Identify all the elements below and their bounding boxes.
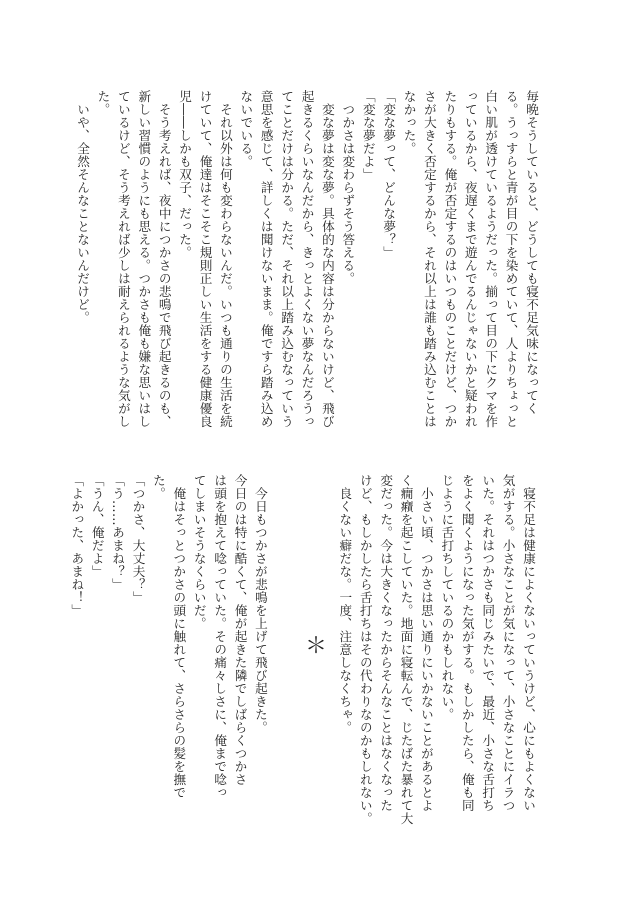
- text-line: 毎晩そうしていると、どうしても寝不足気味になってく: [524, 90, 539, 415]
- text-line: は頭を抱えて唸っていた。その痛々しさに、俺まで唸っ: [212, 474, 228, 799]
- text-line: てことだけは分かる。ただ、それ以上踏み込むなっていう: [279, 90, 295, 428]
- section-break-asterisk: ＊: [305, 634, 328, 659]
- dialogue-line: 「うん、俺だよ」: [89, 474, 105, 578]
- text-line: なかった。: [401, 90, 417, 155]
- text-line: ないでいる。: [238, 90, 254, 168]
- text-line: 起きるくらいなんだから、きっとよくない夢なんだろうっ: [299, 90, 315, 428]
- text-line: けていて、俺達はそこそこ規則正しい生活をする健康優良: [197, 90, 213, 428]
- text-line: 小さい頃、つかさは思い通りにいかないことがあるとよ: [418, 486, 434, 812]
- text-line: 白い肌が透けているようだった。揃って目の下にクマを作: [483, 90, 499, 428]
- text-line: 変な夢は変な夢。具体的な内容は分からないけど、飛び: [319, 102, 335, 428]
- text-line: 寝不足は健康によくないっていうけど、心にもよくない: [521, 486, 536, 812]
- text-line: た。: [95, 90, 111, 116]
- text-line: 今日もつかさが悲鳴を上げて飛び起きた。: [252, 486, 268, 734]
- text-line: 良くない癖だな。一度、注意しなくちゃ。: [337, 486, 353, 734]
- dialogue-line: 「う……あまね？」: [110, 474, 126, 591]
- dialogue-line: 「変な夢って、どんな夢？」: [381, 90, 397, 259]
- text-line: いや、全然そんなことないんだけど。: [75, 102, 91, 324]
- dialogue-line: 「よかった、あまね！」: [69, 474, 85, 617]
- text-line: 児――しかも双子、だった。: [177, 90, 193, 259]
- upper-text-block: [75, 90, 541, 438]
- text-line: っているから、夜遅くまで遊んでるんじゃないかと疑われ: [462, 90, 478, 428]
- text-line: 意思を感じて、詳しくは聞けないまま。俺ですら踏み込め: [258, 90, 274, 428]
- text-line: さが大きく否定するから、それ以上は誰も踏み込むことは: [421, 90, 437, 428]
- dialogue-line: 「つかさ、大丈夫？」: [130, 474, 146, 604]
- dialogue-line: 「変な夢だよ」: [360, 90, 376, 181]
- text-line: 今日のは特に酷くて、俺が起きた隣でしばらくつかさ: [232, 474, 248, 786]
- text-line: く癇癪を起こしていた。地面に寝転んで、じたばた暴れて大: [398, 474, 414, 825]
- text-line: てしまいそうなくらいだ。: [191, 474, 207, 630]
- text-line: る。うっすらと青が目の下を染めていて、人よりちょっと: [503, 90, 519, 428]
- text-line: ているけど、そう考えれば少しは耐えられるような気がし: [115, 90, 131, 428]
- text-line: つかさは変わらずそう答える。: [340, 102, 356, 285]
- text-line: たりもする。俺が否定するのはいつものことだけど、つか: [442, 90, 458, 428]
- text-line: 気がする。小さなことが気になって、小さなことにイラつ: [500, 474, 516, 812]
- text-line: 新しい習慣のようにも思える。つかさも俺も嫌な思いはし: [136, 90, 152, 428]
- text-line: そう考えれば、夜中につかさの悲鳴で飛び起きるのも、: [156, 102, 172, 428]
- text-line: をよく聞くようになった気がする。もしかしたら、俺も同: [459, 474, 475, 812]
- text-line: 変だった。今は大きくなったからそんなことはなくなった: [378, 474, 394, 812]
- text-line: けど、もしかしたら舌打ちはその代わりなのかもしれない。: [357, 474, 373, 825]
- text-line: それ以外は何も変わらないんだ。いつも通りの生活を続: [217, 102, 233, 428]
- text-line: 俺はそっとつかさの頭に触れて、さらさらの髪を撫で: [171, 486, 187, 799]
- text-line: じように舌打ちしているのかもしれない。: [439, 474, 455, 721]
- text-line: た。: [150, 474, 166, 500]
- text-line: いた。それはつかさも同じみたいで、最近、小さな舌打ち: [480, 474, 496, 812]
